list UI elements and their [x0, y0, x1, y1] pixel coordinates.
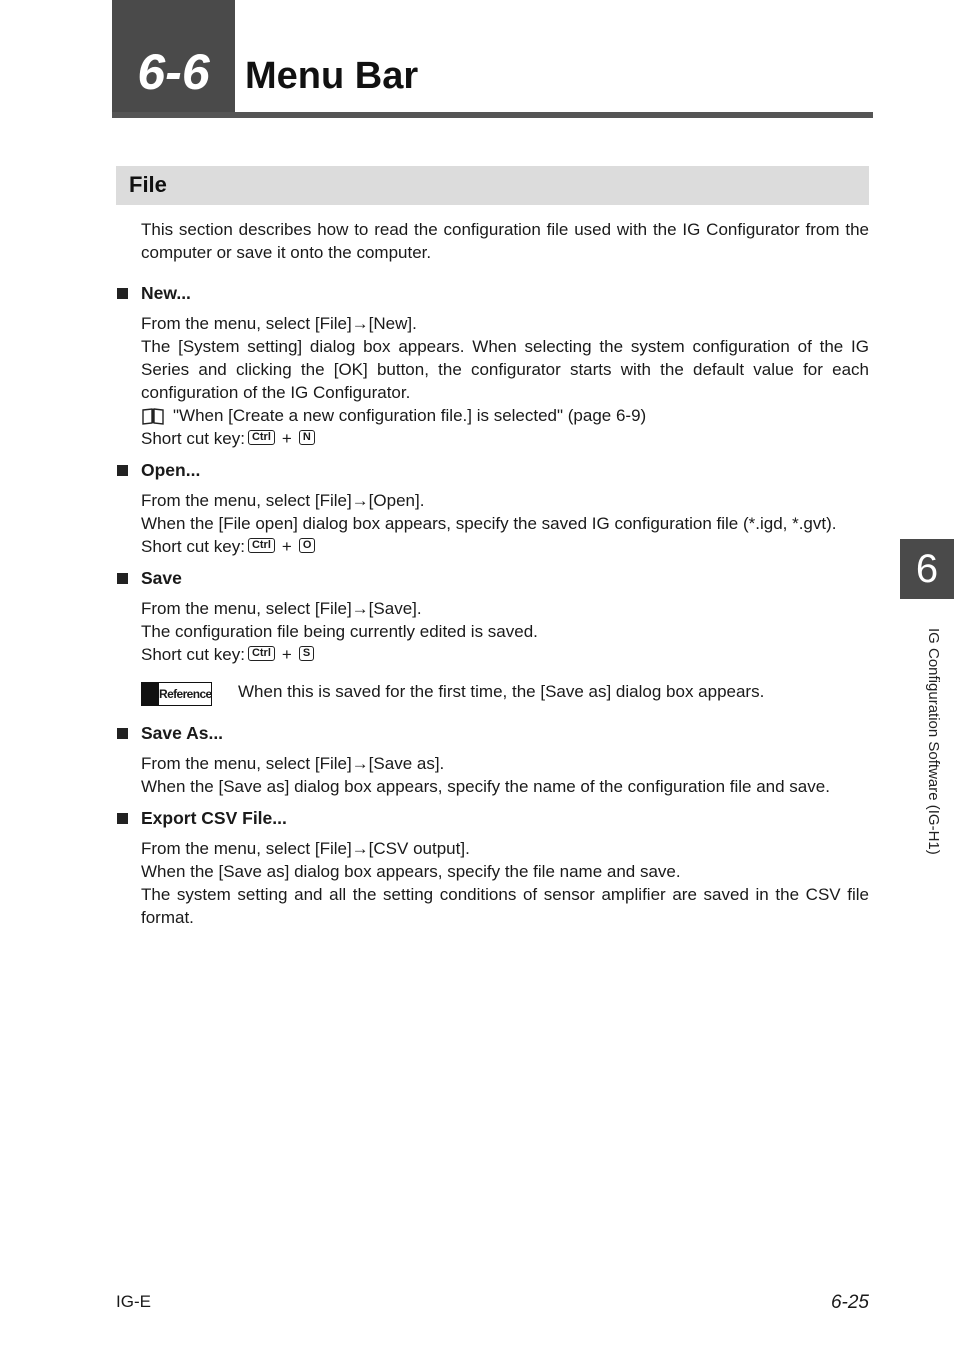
- shortcut-line: [141, 643, 869, 666]
- shortcut-label: Short cut key:: [141, 429, 245, 448]
- key-n: N: [299, 430, 315, 445]
- body-line: The [System setting] dialog box appears. When selecting the system configuration of the IG Series and clicking the [OK] button, the configurator starts with the default value for each configuration of the IG Configurator.: [141, 337, 869, 402]
- body-line: From the menu, select [File]→[Save as].: [141, 754, 445, 773]
- square-bullet-icon: [117, 728, 128, 739]
- reference-note: [141, 680, 869, 706]
- item-export-csv: [0, 807, 954, 929]
- page-title: Menu Bar: [245, 55, 419, 97]
- plus-sign: +: [281, 537, 292, 556]
- item-heading: Save As...: [141, 723, 224, 743]
- square-bullet-icon: [117, 573, 128, 584]
- body-line: From the menu, select [File]→[CSV output].: [141, 839, 470, 858]
- chapter-side-tab: 6: [900, 539, 954, 599]
- body-line: When the [Save as] dialog box appears, specify the file name and save.: [141, 862, 681, 881]
- item-heading: Open...: [141, 460, 201, 480]
- key-o: O: [299, 538, 316, 553]
- item-save: [0, 567, 954, 706]
- title-underline: [112, 112, 873, 118]
- key-ctrl: Ctrl: [248, 538, 275, 553]
- chapter-number: 6-6: [137, 44, 210, 100]
- body-line: The configuration file being currently edited is saved.: [141, 622, 538, 641]
- item-open: [0, 459, 954, 558]
- item-heading: Export CSV File...: [141, 808, 287, 828]
- key-ctrl: Ctrl: [248, 646, 275, 661]
- reference-link[interactable]: [141, 404, 869, 427]
- body-line: From the menu, select [File]→[Save].: [141, 599, 422, 618]
- section-title: File: [129, 172, 167, 197]
- body-line: When the [File open] dialog box appears, specify the saved IG configuration file (*.igd, *.gvt).: [141, 514, 837, 533]
- body-line: The system setting and all the setting conditions of sensor amplifier are saved in the CSV file format.: [141, 885, 869, 927]
- square-bullet-icon: [117, 813, 128, 824]
- key-s: S: [299, 646, 314, 661]
- footer-manual-code: IG-E: [116, 1292, 151, 1311]
- reference-badge: [141, 682, 214, 706]
- key-ctrl: Ctrl: [248, 430, 275, 445]
- reference-text: "When [Create a new configuration file.] is selected" (page 6-9): [173, 406, 647, 425]
- body-line: When the [Save as] dialog box appears, specify the name of the configuration file and save.: [141, 777, 830, 796]
- plus-sign: +: [281, 429, 292, 448]
- reference-badge-label: Reference: [159, 682, 212, 706]
- item-new: [0, 282, 954, 450]
- square-bullet-icon: [117, 465, 128, 476]
- shortcut-line: [141, 427, 869, 450]
- note-text: When this is saved for the first time, the [Save as] dialog box appears.: [238, 682, 765, 701]
- body-line: From the menu, select [File]→[Open].: [141, 491, 425, 510]
- chapter-number-block: [112, 0, 235, 118]
- plus-sign: +: [281, 645, 292, 664]
- item-heading: Save: [141, 568, 182, 588]
- footer-page-number: 6-25: [830, 1292, 869, 1313]
- body-line: From the menu, select [File]→[New].: [141, 314, 417, 333]
- section-intro: This section describes how to read the configuration file used with the IG Configurator from the computer or save it onto the computer.: [141, 220, 869, 262]
- square-bullet-icon: [117, 288, 128, 299]
- book-icon: [141, 407, 165, 425]
- section-header: [116, 166, 869, 205]
- shortcut-label: Short cut key:: [141, 537, 245, 556]
- main-content: [0, 218, 954, 929]
- item-heading: New...: [141, 283, 191, 303]
- shortcut-line: [141, 535, 869, 558]
- chapter-side-label: IG Configuration Software (IG-H1): [925, 628, 942, 855]
- item-save-as: [0, 722, 954, 798]
- shortcut-label: Short cut key:: [141, 645, 245, 664]
